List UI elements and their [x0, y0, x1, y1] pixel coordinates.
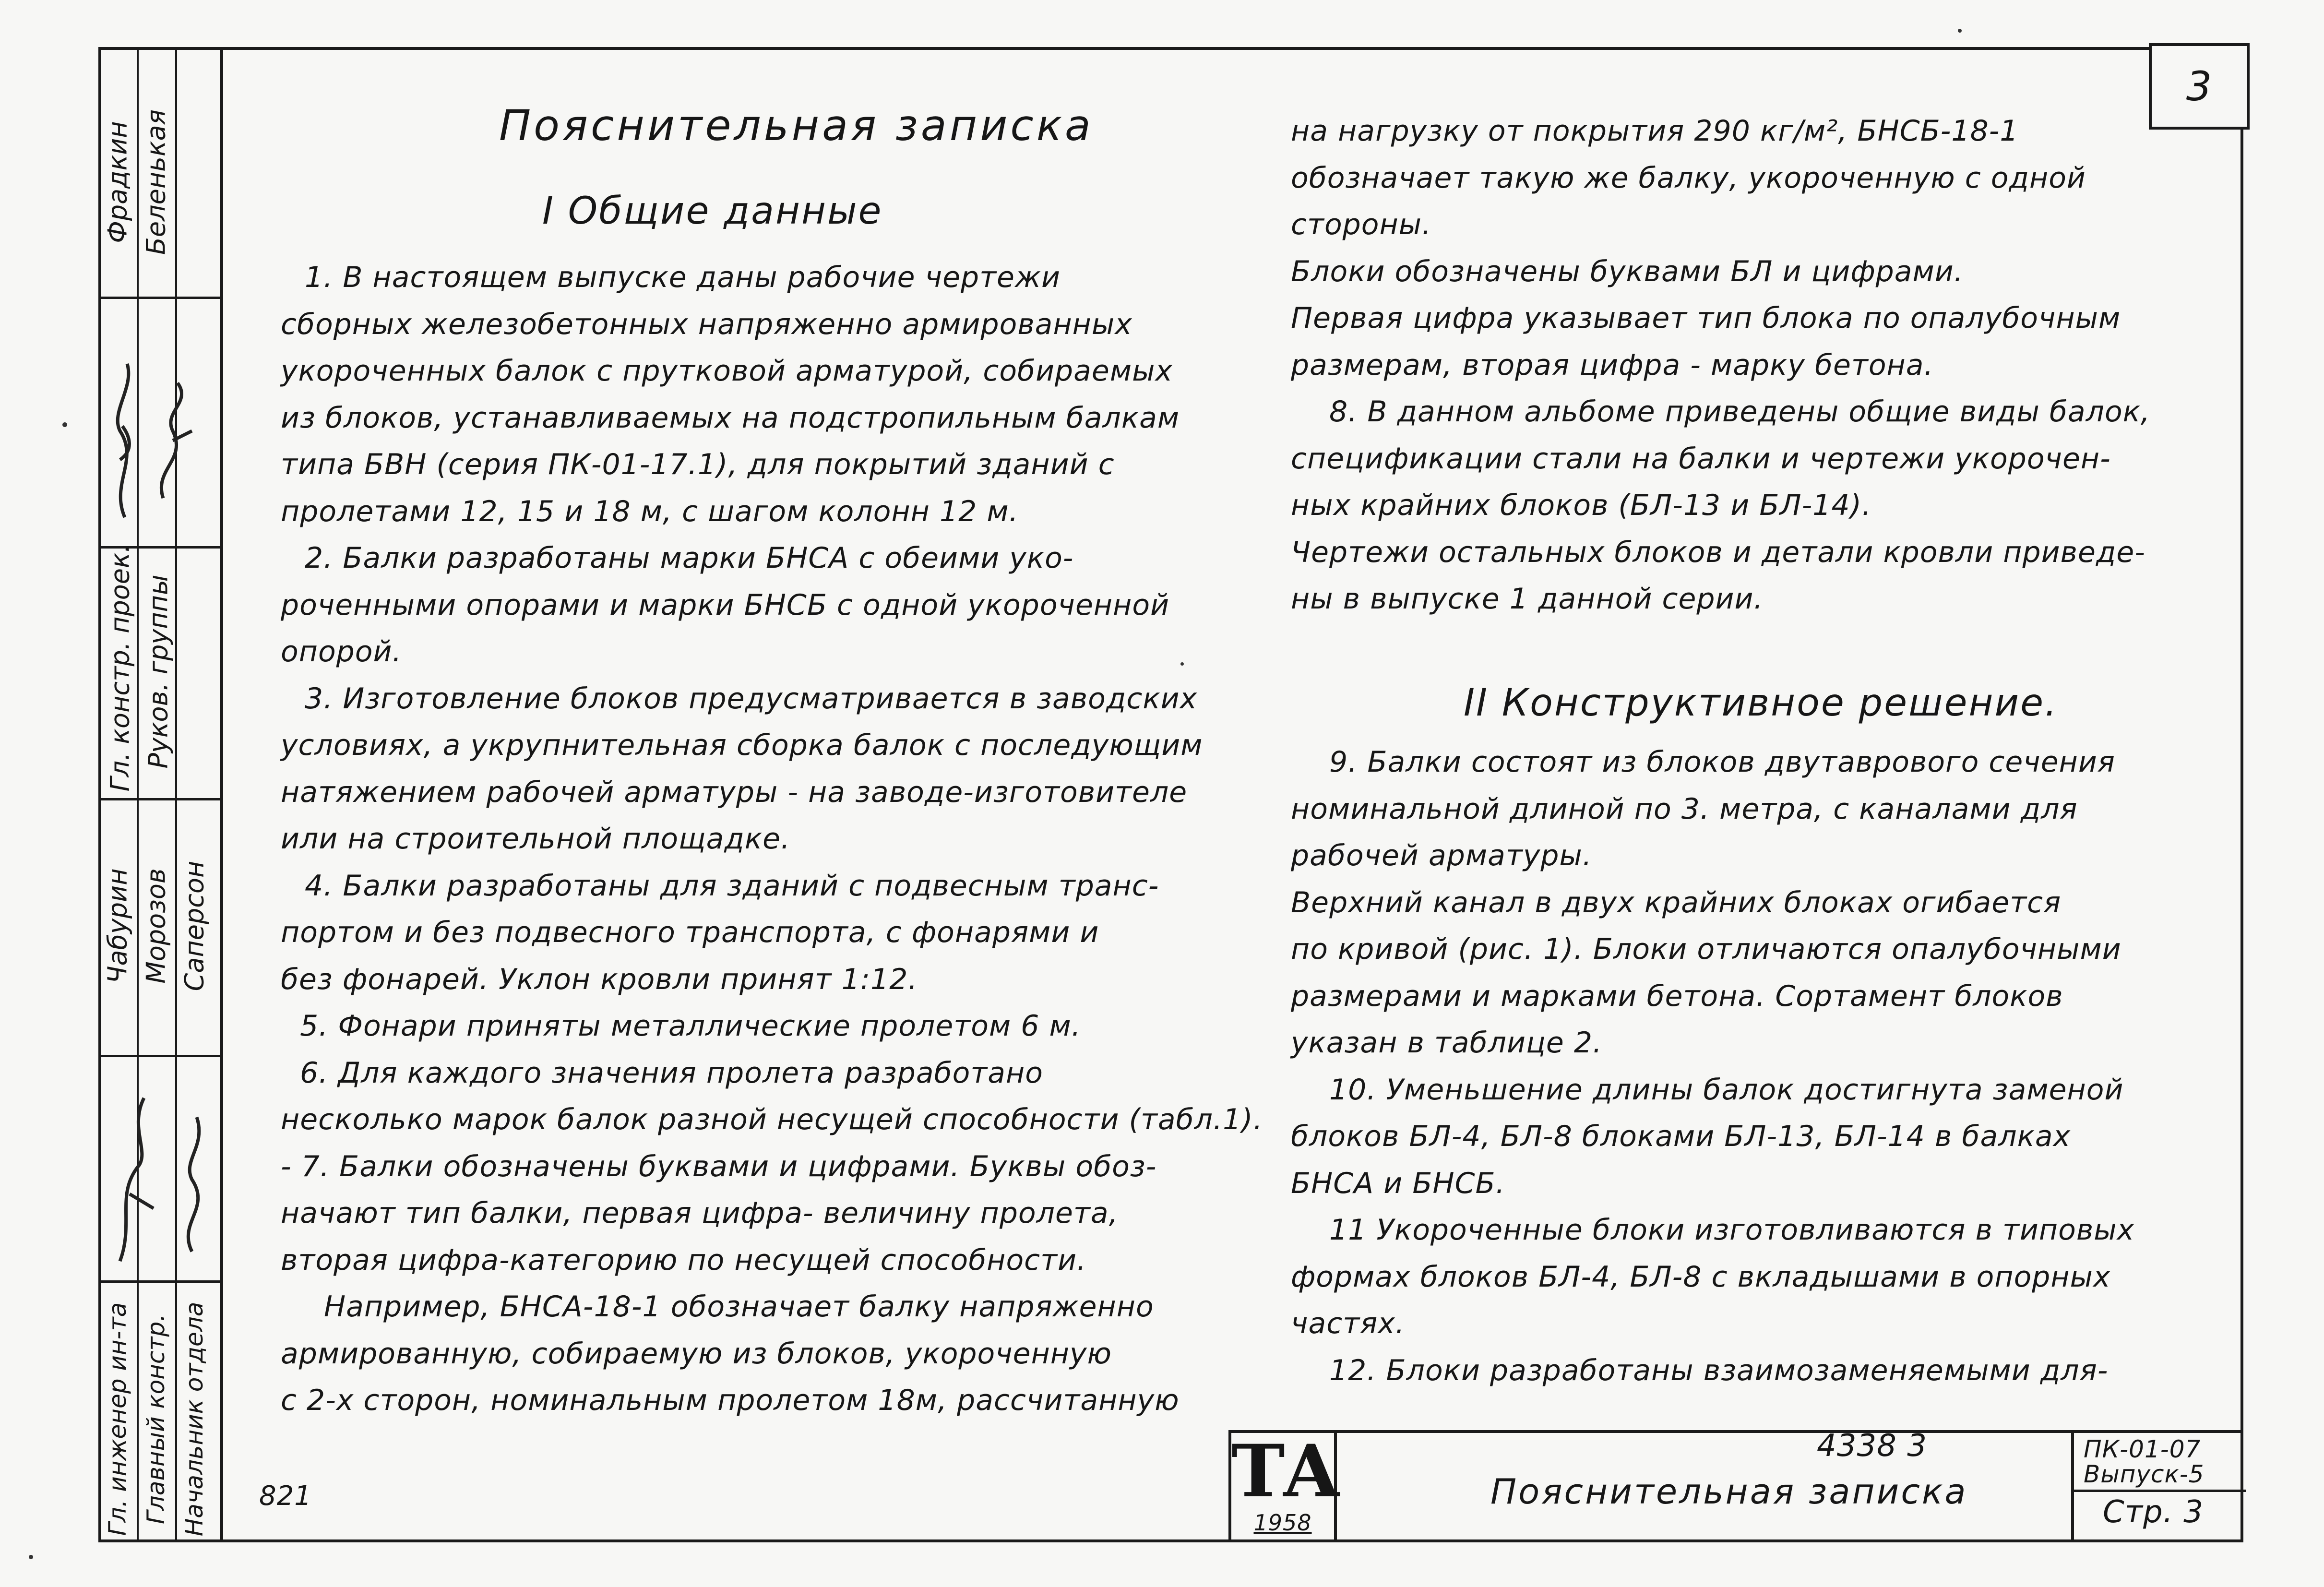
text-line: 4. Балки разработаны для зданий с подвесным транс- — [305, 869, 1159, 903]
strip-column-divider — [175, 47, 177, 1542]
strip-role-department-head: Начальник отдела — [180, 1301, 208, 1537]
strip-name-morozov: Морозов — [141, 868, 171, 984]
text-line: из блоков, устанавливаемых на подстропильным балкам — [281, 401, 1180, 435]
text-line: ных крайних блоков (БЛ-13 и БЛ-14). — [1291, 489, 1872, 522]
text-line: частях. — [1291, 1307, 1405, 1340]
text-line: 6. Для каждого значения пролета разработано — [300, 1056, 1043, 1090]
text-line: 2. Балки разработаны марки БНСА с обеими уко- — [305, 541, 1074, 575]
logo-year: 1958 — [1253, 1510, 1312, 1536]
text-line: 3. Изготовление блоков предусматривается в заводских — [305, 681, 1198, 716]
right-text-column-bottom — [1291, 739, 2134, 1394]
text-line: ны в выпуске 1 данной серии. — [1291, 582, 1764, 616]
text-line: или на строительной площадке. — [281, 822, 791, 856]
text-line: блоков БЛ-4, БЛ-8 блоками БЛ-13, БЛ-14 в балках — [1291, 1120, 2071, 1153]
series-cell — [2071, 1433, 2246, 1542]
signature-marks-2 — [101, 1069, 216, 1271]
scan-speck — [62, 422, 67, 427]
text-line: 5. Фонари приняты металлические пролетом 6 м. — [300, 1009, 1081, 1043]
strip-name-fradkin: Фрадкин — [102, 121, 133, 243]
text-line: 8. В данном альбоме приведены общие виды балок, — [1329, 395, 2151, 429]
institute-logo — [1231, 1429, 1338, 1542]
issue-number: Выпуск-5 — [2084, 1460, 2205, 1488]
text-line: вторая цифра-категорию по несущей способности. — [281, 1243, 1087, 1277]
text-line: сборных железобетонных напряженно армированных — [281, 307, 1132, 341]
title-block — [1228, 1430, 2243, 1542]
strip-column-divider — [137, 47, 139, 1542]
text-line: типа БВН (серия ПК-01-17.1), для покрытий зданий с — [281, 448, 1115, 481]
section-heading-design: II Конструктивное решение. — [1464, 681, 2058, 725]
text-line: стороны. — [1291, 208, 1432, 241]
series-info — [2084, 1437, 2205, 1487]
strip-role-chief-designer-2: Главный констр. — [142, 1313, 170, 1525]
margin-note: 821 — [259, 1480, 312, 1512]
text-line: Верхний канал в двух крайних блоках огибается — [1291, 885, 2062, 919]
text-line: спецификации стали на балки и чертежи укорочен- — [1291, 441, 2111, 476]
strip-role-group-lead: Руков. группы — [143, 574, 174, 769]
logo-letters: ТА — [1231, 1429, 1338, 1514]
text-line: с 2-х сторон, номинальным пролетом 18м, рассчитанную — [281, 1384, 1180, 1417]
text-line: роченными опорами и марки БНСБ с одной укороченной — [281, 588, 1170, 622]
text-line: - 7. Балки обозначены буквами и цифрами. Буквы обоз- — [281, 1149, 1157, 1183]
scan-speck — [1958, 29, 1962, 33]
sheet-number: Стр. 3 — [2103, 1494, 2204, 1530]
strip-name-belenkaya: Беленькая — [141, 109, 171, 255]
text-line: 10. Уменьшение длины балок достигнута заменой — [1329, 1073, 2124, 1107]
cell-divider — [2074, 1490, 2246, 1492]
text-line: начают тип балки, первая цифра- величину пролета, — [281, 1196, 1119, 1230]
text-line: рабочей арматуры. — [1291, 839, 1592, 872]
strip-role-chief-designer: Гл. констр. проек. — [105, 544, 135, 792]
page-number: 3 — [2149, 43, 2250, 130]
text-line: укороченных балок с прутковой арматурой, собираемых — [281, 354, 1173, 388]
text-line: опорой. — [281, 635, 402, 668]
strip-role-chief-engineer: Гл. инженер ин-та — [104, 1302, 131, 1536]
text-line: на нагрузку от покрытия 290 кг/м², БНСБ-18-1 — [1291, 114, 2019, 148]
text-line: без фонарей. Уклон кровли принят 1:12. — [281, 962, 918, 996]
strip-row-divider — [98, 297, 220, 299]
sheet-title: Пояснительная записка — [1490, 1471, 1968, 1512]
text-line: размерами и марками бетона. Сортамент блоков — [1291, 979, 2063, 1013]
signature-marks — [101, 316, 216, 537]
strip-row-divider — [98, 798, 220, 800]
series-code: ПК-01-07 — [2084, 1435, 2201, 1463]
scan-speck — [29, 1555, 33, 1559]
text-line: обозначает такую же балку, укороченную с одной — [1291, 161, 2086, 195]
text-line: 9. Балки состоят из блоков двутаврового сечения — [1329, 745, 2115, 779]
text-line: несколько марок балок разной несущей способности (табл.1). — [281, 1103, 1263, 1136]
left-text-column — [281, 254, 1263, 1424]
strip-row-divider — [98, 1280, 220, 1283]
text-line: Первая цифра указывает тип блока по опалубочным — [1291, 301, 2121, 335]
text-line: условиях, а укрупнительная сборка балок с последующим — [281, 728, 1203, 762]
strip-name-chaburin: Чабурин — [102, 868, 133, 984]
text-line: пролетами 12, 15 и 18 м, с шагом колонн 12 м. — [281, 494, 1019, 528]
text-line: размерам, вторая цифра - марку бетона. — [1291, 348, 1934, 382]
page-title: Пояснительная записка — [499, 101, 1094, 150]
strip-name-saperson: Саперсон — [179, 860, 210, 991]
text-line: Блоки обозначены буквами БЛ и цифрами. — [1291, 254, 1964, 288]
approval-strip — [98, 47, 223, 1542]
text-line: 11 Укороченные блоки изготовливаются в типовых — [1329, 1213, 2135, 1247]
inventory-number: 4338 3 — [1817, 1428, 1927, 1464]
text-line: формах блоков БЛ-4, БЛ-8 с вкладышами в опорных — [1291, 1260, 2111, 1294]
text-line: указан в таблице 2. — [1291, 1026, 1603, 1060]
strip-row-divider — [98, 1055, 220, 1057]
text-line: Чертежи остальных блоков и детали кровли приведе- — [1291, 535, 2145, 569]
scan-speck — [1180, 662, 1184, 666]
text-line: по кривой (рис. 1). Блоки отличаются опалубочными — [1291, 932, 2121, 966]
text-line: натяжением рабочей арматуры - на заводе-изготовителе — [281, 775, 1188, 809]
text-line: портом и без подвесного транспорта, с фонарями и — [281, 916, 1099, 949]
text-line: БНСА и БНСБ. — [1291, 1166, 1505, 1200]
text-line: 12. Блоки разработаны взаимозаменяемыми для- — [1329, 1353, 2109, 1387]
text-line: армированную, собираемую из блоков, укороченную — [281, 1336, 1112, 1371]
text-line: 1. В настоящем выпуске даны рабочие чертежи — [305, 261, 1061, 294]
text-line: номинальной длиной по 3. метра, с каналами для — [1291, 792, 2078, 826]
right-text-column-top — [1291, 108, 2150, 623]
text-line: Например, БНСА-18-1 обозначает балку напряженно — [324, 1290, 1154, 1324]
section-heading-general: I Общие данные — [542, 190, 883, 233]
